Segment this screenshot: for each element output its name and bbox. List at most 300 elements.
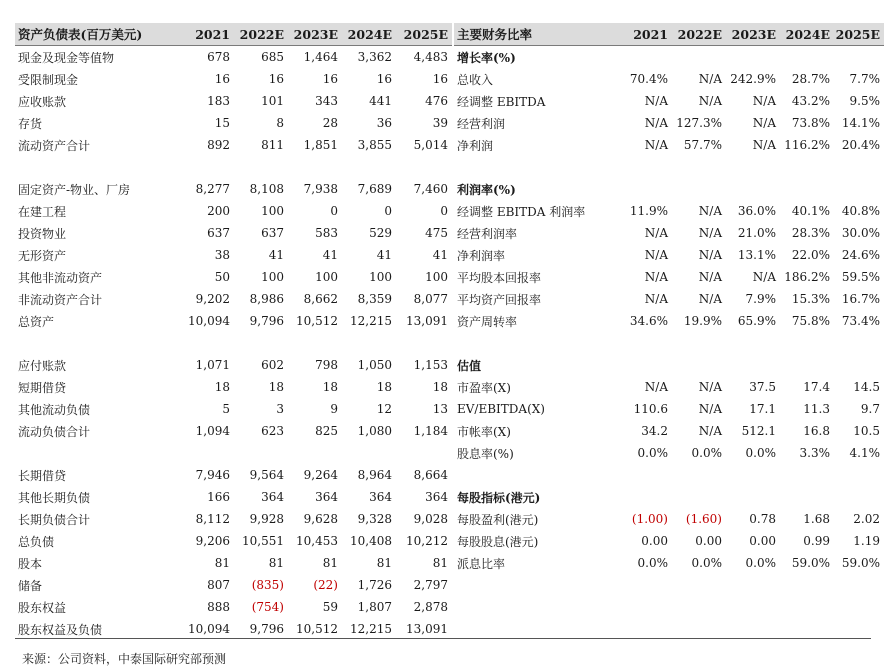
value-cell: 20.4% bbox=[841, 138, 880, 152]
value-cell: N/A bbox=[644, 226, 668, 240]
value-cell: 8,359 bbox=[357, 292, 392, 306]
value-cell: (1.00) bbox=[631, 512, 668, 526]
value-cell: 4,483 bbox=[413, 50, 448, 64]
value-cell: 110.6 bbox=[633, 402, 668, 416]
value-cell: 13,091 bbox=[406, 314, 448, 328]
year-header: 2025E bbox=[834, 23, 884, 46]
value-cell: 10.5 bbox=[853, 424, 880, 438]
value-cell: 39 bbox=[432, 116, 448, 130]
value-cell bbox=[780, 156, 834, 178]
year-header: 2022E bbox=[234, 23, 288, 46]
value-cell: 12,215 bbox=[350, 622, 392, 636]
value-cell: 637 bbox=[261, 226, 284, 240]
value-cell bbox=[726, 46, 780, 69]
value-cell: 28 bbox=[322, 116, 338, 130]
value-cell: 583 bbox=[315, 226, 338, 240]
table-row bbox=[15, 46, 452, 69]
row-label: 经营利润 bbox=[457, 116, 506, 131]
value-cell: 40.1% bbox=[791, 204, 830, 218]
value-cell: 0.0% bbox=[691, 446, 722, 460]
table-row bbox=[15, 464, 452, 486]
table-row bbox=[15, 156, 452, 178]
value-cell: 15 bbox=[214, 116, 230, 130]
value-cell: 5 bbox=[222, 402, 230, 416]
table-row bbox=[454, 508, 884, 530]
value-cell: 34.6% bbox=[629, 314, 668, 328]
value-cell: 364 bbox=[315, 490, 338, 504]
value-cell: 81 bbox=[376, 556, 392, 570]
table-row bbox=[15, 354, 452, 376]
value-cell: 9.7 bbox=[860, 402, 880, 416]
value-cell: 9,206 bbox=[195, 534, 230, 548]
row-label: 长期借贷 bbox=[18, 468, 67, 483]
value-cell: 7,460 bbox=[413, 182, 448, 196]
value-cell: 9,564 bbox=[249, 468, 284, 482]
value-cell: 81 bbox=[268, 556, 284, 570]
value-cell: 41 bbox=[322, 248, 338, 262]
value-cell: 9,796 bbox=[249, 314, 284, 328]
value-cell: 19.9% bbox=[683, 314, 722, 328]
value-cell: 8,277 bbox=[195, 182, 230, 196]
value-cell: 1.68 bbox=[803, 512, 830, 526]
value-cell: 11.3 bbox=[803, 402, 830, 416]
balance-sheet-header-row bbox=[15, 23, 452, 46]
table-row bbox=[15, 200, 452, 222]
value-cell: N/A bbox=[644, 138, 668, 152]
value-cell: 14.1% bbox=[841, 116, 880, 130]
table-row bbox=[15, 442, 452, 464]
value-cell: 9,328 bbox=[357, 512, 392, 526]
value-cell bbox=[614, 486, 672, 508]
value-cell: 1,464 bbox=[303, 50, 338, 64]
table-row bbox=[454, 332, 884, 354]
value-cell bbox=[614, 156, 672, 178]
value-cell bbox=[288, 332, 342, 354]
year-header: 2021 bbox=[177, 23, 234, 46]
value-cell bbox=[396, 332, 452, 354]
value-cell: N/A bbox=[698, 226, 722, 240]
row-label: 资产周转率 bbox=[457, 314, 518, 329]
value-cell bbox=[288, 442, 342, 464]
value-cell bbox=[396, 156, 452, 178]
value-cell: 100 bbox=[261, 270, 284, 284]
value-cell: 364 bbox=[425, 490, 448, 504]
value-cell: 623 bbox=[261, 424, 284, 438]
value-cell: N/A bbox=[644, 94, 668, 108]
table-row bbox=[15, 178, 452, 200]
value-cell bbox=[672, 464, 726, 486]
value-cell: N/A bbox=[698, 424, 722, 438]
value-cell: 9,628 bbox=[303, 512, 338, 526]
value-cell: 8,986 bbox=[249, 292, 284, 306]
value-cell: N/A bbox=[698, 292, 722, 306]
value-cell: 41 bbox=[268, 248, 284, 262]
value-cell bbox=[726, 464, 780, 486]
balance-sheet-title: 资产负债表(百万美元) bbox=[15, 23, 177, 46]
value-cell bbox=[672, 332, 726, 354]
value-cell: 100 bbox=[315, 270, 338, 284]
ratios-body bbox=[454, 46, 884, 575]
value-cell: 8,664 bbox=[413, 468, 448, 482]
value-cell: 8,662 bbox=[303, 292, 338, 306]
row-label bbox=[15, 332, 177, 354]
table-row bbox=[454, 552, 884, 574]
row-label: 在建工程 bbox=[18, 204, 67, 219]
value-cell: 14.5 bbox=[853, 380, 880, 394]
value-cell: 10,512 bbox=[296, 622, 338, 636]
value-cell: 81 bbox=[432, 556, 448, 570]
row-label: 净利润 bbox=[457, 138, 494, 153]
row-label: 储备 bbox=[18, 578, 43, 593]
row-label: 应收账款 bbox=[18, 94, 67, 109]
value-cell bbox=[342, 156, 396, 178]
row-label bbox=[15, 156, 177, 178]
value-cell: (22) bbox=[313, 578, 338, 592]
value-cell: 70.4% bbox=[629, 72, 668, 86]
value-cell: 28.3% bbox=[791, 226, 830, 240]
value-cell: 43.2% bbox=[791, 94, 830, 108]
value-cell: 364 bbox=[369, 490, 392, 504]
value-cell: 101 bbox=[261, 94, 284, 108]
row-label: 无形资产 bbox=[18, 248, 67, 263]
value-cell: 2,878 bbox=[413, 600, 448, 614]
table-row bbox=[15, 112, 452, 134]
value-cell: 9,264 bbox=[303, 468, 338, 482]
value-cell: N/A bbox=[698, 248, 722, 262]
table-row bbox=[454, 442, 884, 464]
year-header: 2023E bbox=[726, 23, 780, 46]
value-cell: N/A bbox=[752, 94, 776, 108]
value-cell: N/A bbox=[644, 248, 668, 262]
value-cell bbox=[726, 156, 780, 178]
value-cell: N/A bbox=[752, 138, 776, 152]
value-cell: 0.78 bbox=[749, 512, 776, 526]
value-cell: 18 bbox=[376, 380, 392, 394]
value-cell: 1,153 bbox=[413, 358, 448, 372]
value-cell: 3 bbox=[276, 402, 284, 416]
ratios-title: 主要财务比率 bbox=[454, 23, 614, 46]
row-label: 现金及现金等值物 bbox=[18, 50, 115, 65]
value-cell: 16 bbox=[432, 72, 448, 86]
value-cell bbox=[726, 486, 780, 508]
table-row bbox=[454, 310, 884, 332]
value-cell: 678 bbox=[207, 50, 230, 64]
value-cell: (1.60) bbox=[685, 512, 722, 526]
value-cell: 50 bbox=[214, 270, 230, 284]
value-cell: N/A bbox=[698, 270, 722, 284]
value-cell: 364 bbox=[261, 490, 284, 504]
table-row bbox=[454, 376, 884, 398]
value-cell: (835) bbox=[251, 578, 284, 592]
value-cell: 0.0% bbox=[691, 556, 722, 570]
value-cell: 59.5% bbox=[841, 270, 880, 284]
value-cell: 476 bbox=[425, 94, 448, 108]
value-cell: 7.7% bbox=[849, 72, 880, 86]
table-row bbox=[15, 552, 452, 574]
table-row bbox=[15, 618, 452, 640]
value-cell bbox=[614, 178, 672, 200]
value-cell bbox=[672, 354, 726, 376]
value-cell: N/A bbox=[644, 116, 668, 130]
value-cell: 65.9% bbox=[737, 314, 776, 328]
value-cell: 8 bbox=[276, 116, 284, 130]
row-label: 应付账款 bbox=[18, 358, 67, 373]
value-cell: 200 bbox=[207, 204, 230, 218]
ratios-header-row bbox=[454, 23, 884, 46]
value-cell bbox=[726, 332, 780, 354]
value-cell: 0 bbox=[330, 204, 338, 218]
value-cell: 13.1% bbox=[737, 248, 776, 262]
value-cell: 685 bbox=[261, 50, 284, 64]
value-cell: 36.0% bbox=[737, 204, 776, 218]
value-cell bbox=[614, 46, 672, 69]
value-cell: 637 bbox=[207, 226, 230, 240]
table-row bbox=[15, 266, 452, 288]
row-label: 股东权益及负债 bbox=[18, 622, 103, 637]
table-row bbox=[454, 112, 884, 134]
value-cell: 343 bbox=[315, 94, 338, 108]
value-cell bbox=[177, 442, 234, 464]
value-cell: 10,551 bbox=[242, 534, 284, 548]
value-cell: 0 bbox=[440, 204, 448, 218]
value-cell: 186.2% bbox=[784, 270, 830, 284]
table-row bbox=[454, 68, 884, 90]
value-cell: 10,453 bbox=[296, 534, 338, 548]
value-cell: 0.0% bbox=[637, 446, 668, 460]
value-cell: 825 bbox=[315, 424, 338, 438]
value-cell: 30.0% bbox=[841, 226, 880, 240]
value-cell: 11.9% bbox=[629, 204, 668, 218]
value-cell: 1,080 bbox=[357, 424, 392, 438]
value-cell: 0.0% bbox=[745, 446, 776, 460]
value-cell bbox=[780, 178, 834, 200]
value-cell: 888 bbox=[207, 600, 230, 614]
table-row bbox=[454, 420, 884, 442]
value-cell: 10,094 bbox=[188, 622, 230, 636]
value-cell: N/A bbox=[752, 270, 776, 284]
year-header: 2024E bbox=[342, 23, 396, 46]
value-cell: 7,938 bbox=[303, 182, 338, 196]
row-label: 非流动资产合计 bbox=[18, 292, 103, 307]
value-cell: 116.2% bbox=[784, 138, 830, 152]
value-cell bbox=[177, 156, 234, 178]
value-cell: 441 bbox=[369, 94, 392, 108]
table-row bbox=[454, 288, 884, 310]
table-row bbox=[15, 420, 452, 442]
value-cell: 602 bbox=[261, 358, 284, 372]
value-cell: N/A bbox=[698, 94, 722, 108]
year-header: 2025E bbox=[396, 23, 452, 46]
value-cell: 10,408 bbox=[350, 534, 392, 548]
value-cell: 0.99 bbox=[803, 534, 830, 548]
value-cell bbox=[234, 442, 288, 464]
value-cell: 57.7% bbox=[683, 138, 722, 152]
balance-sheet-table bbox=[15, 23, 452, 640]
year-header: 2022E bbox=[672, 23, 726, 46]
section-heading: 利润率(%) bbox=[457, 182, 516, 197]
value-cell: 7,689 bbox=[357, 182, 392, 196]
value-cell: 9,028 bbox=[413, 512, 448, 526]
value-cell: 3,362 bbox=[357, 50, 392, 64]
value-cell: 8,108 bbox=[249, 182, 284, 196]
value-cell: N/A bbox=[752, 116, 776, 130]
value-cell: 22.0% bbox=[791, 248, 830, 262]
row-label: 总资产 bbox=[18, 314, 55, 329]
value-cell: 811 bbox=[261, 138, 284, 152]
table-row bbox=[15, 596, 452, 618]
value-cell: 183 bbox=[207, 94, 230, 108]
value-cell: 37.5 bbox=[749, 380, 776, 394]
value-cell: 24.6% bbox=[841, 248, 880, 262]
row-label: 固定资产-物业、厂房 bbox=[18, 182, 131, 197]
value-cell: N/A bbox=[644, 380, 668, 394]
value-cell: 59.0% bbox=[791, 556, 830, 570]
row-label: 净利润率 bbox=[457, 248, 506, 263]
value-cell: 1,726 bbox=[357, 578, 392, 592]
value-cell bbox=[672, 178, 726, 200]
year-header: 2023E bbox=[288, 23, 342, 46]
value-cell: 73.8% bbox=[791, 116, 830, 130]
value-cell: 13 bbox=[432, 402, 448, 416]
table-row bbox=[454, 530, 884, 552]
value-cell bbox=[726, 178, 780, 200]
table-row bbox=[454, 222, 884, 244]
value-cell: 3,855 bbox=[357, 138, 392, 152]
value-cell: 7.9% bbox=[745, 292, 776, 306]
bottom-rule bbox=[15, 638, 871, 639]
value-cell bbox=[780, 464, 834, 486]
value-cell: 8,077 bbox=[413, 292, 448, 306]
table-row bbox=[15, 244, 452, 266]
table-row bbox=[15, 332, 452, 354]
value-cell bbox=[672, 486, 726, 508]
value-cell: 18 bbox=[268, 380, 284, 394]
value-cell: 13,091 bbox=[406, 622, 448, 636]
value-cell: 0.00 bbox=[749, 534, 776, 548]
value-cell: 41 bbox=[432, 248, 448, 262]
row-label: 股本 bbox=[18, 556, 43, 571]
row-label bbox=[454, 464, 614, 486]
value-cell: 16 bbox=[214, 72, 230, 86]
value-cell: 100 bbox=[425, 270, 448, 284]
value-cell bbox=[614, 354, 672, 376]
value-cell: 0.00 bbox=[641, 534, 668, 548]
value-cell bbox=[834, 46, 884, 69]
value-cell: N/A bbox=[644, 270, 668, 284]
value-cell: 1,050 bbox=[357, 358, 392, 372]
value-cell bbox=[780, 354, 834, 376]
row-label: 其他长期负债 bbox=[18, 490, 91, 505]
value-cell: 9,796 bbox=[249, 622, 284, 636]
value-cell: 166 bbox=[207, 490, 230, 504]
value-cell bbox=[834, 332, 884, 354]
table-row bbox=[15, 134, 452, 156]
value-cell: 10,212 bbox=[406, 534, 448, 548]
value-cell bbox=[834, 354, 884, 376]
value-cell: 8,112 bbox=[195, 512, 230, 526]
value-cell bbox=[726, 354, 780, 376]
source-note: 来源：公司资料，中泰国际研究部预测 bbox=[22, 652, 227, 666]
row-label: 其他流动负债 bbox=[18, 402, 91, 417]
value-cell: 0.0% bbox=[637, 556, 668, 570]
row-label: 存货 bbox=[18, 116, 43, 131]
value-cell bbox=[780, 46, 834, 69]
row-label: 经调整 EBITDA 利润率 bbox=[457, 204, 586, 219]
row-label: 经营利润率 bbox=[457, 226, 518, 241]
value-cell bbox=[834, 178, 884, 200]
value-cell: 127.3% bbox=[676, 116, 722, 130]
value-cell: 59 bbox=[322, 600, 338, 614]
value-cell: N/A bbox=[698, 204, 722, 218]
value-cell bbox=[834, 464, 884, 486]
table-row bbox=[454, 464, 884, 486]
value-cell bbox=[834, 486, 884, 508]
value-cell: 10,094 bbox=[188, 314, 230, 328]
value-cell: 12,215 bbox=[350, 314, 392, 328]
value-cell: 16.8 bbox=[803, 424, 830, 438]
value-cell: 892 bbox=[207, 138, 230, 152]
table-row bbox=[15, 68, 452, 90]
row-label: 总负债 bbox=[18, 534, 55, 549]
row-label bbox=[454, 156, 614, 178]
row-label: 投资物业 bbox=[18, 226, 67, 241]
value-cell: 242.9% bbox=[730, 72, 776, 86]
value-cell: 38 bbox=[214, 248, 230, 262]
value-cell: 2.02 bbox=[853, 512, 880, 526]
row-label: 受限制现金 bbox=[18, 72, 79, 87]
year-header: 2021 bbox=[614, 23, 672, 46]
row-label: EV/EBITDA(X) bbox=[457, 402, 545, 416]
value-cell: 4.1% bbox=[849, 446, 880, 460]
table-row bbox=[15, 486, 452, 508]
value-cell: 9 bbox=[330, 402, 338, 416]
row-label: 派息比率 bbox=[457, 556, 506, 571]
value-cell bbox=[234, 332, 288, 354]
value-cell: 9.5% bbox=[849, 94, 880, 108]
row-label: 平均股本回报率 bbox=[457, 270, 542, 285]
value-cell: 28.7% bbox=[791, 72, 830, 86]
row-label: 每股股息(港元) bbox=[457, 534, 539, 549]
value-cell: 8,964 bbox=[357, 468, 392, 482]
value-cell: 16 bbox=[268, 72, 284, 86]
value-cell bbox=[288, 156, 342, 178]
value-cell: 34.2 bbox=[641, 424, 668, 438]
value-cell: 0.00 bbox=[695, 534, 722, 548]
value-cell: 807 bbox=[207, 578, 230, 592]
value-cell: N/A bbox=[644, 292, 668, 306]
table-row bbox=[15, 288, 452, 310]
row-label: 流动资产合计 bbox=[18, 138, 91, 153]
value-cell: N/A bbox=[698, 402, 722, 416]
value-cell bbox=[780, 486, 834, 508]
value-cell: 7,946 bbox=[195, 468, 230, 482]
table-row bbox=[454, 398, 884, 420]
value-cell bbox=[672, 156, 726, 178]
value-cell: 3.3% bbox=[799, 446, 830, 460]
value-cell: 18 bbox=[214, 380, 230, 394]
value-cell: 100 bbox=[261, 204, 284, 218]
value-cell: 59.0% bbox=[841, 556, 880, 570]
value-cell: 81 bbox=[214, 556, 230, 570]
table-row bbox=[454, 244, 884, 266]
row-label: 总收入 bbox=[457, 72, 494, 87]
value-cell: 1,071 bbox=[195, 358, 230, 372]
value-cell: 0 bbox=[384, 204, 392, 218]
table-row bbox=[454, 354, 884, 376]
table-row bbox=[15, 398, 452, 420]
row-label: 市盈率(X) bbox=[457, 380, 511, 395]
value-cell: N/A bbox=[698, 380, 722, 394]
